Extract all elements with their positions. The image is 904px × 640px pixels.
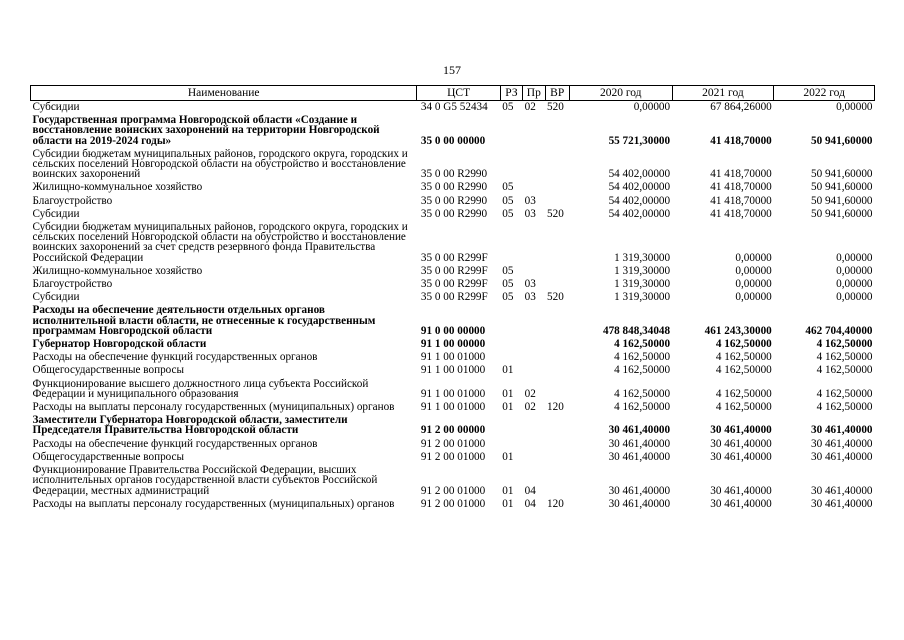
cell-2021: 0,00000 — [735, 251, 772, 264]
cell-2022: 30 461,40000 — [810, 437, 873, 450]
cell-2022: 30 461,40000 — [810, 450, 873, 463]
cell-cst: 35 0 00 00000 — [420, 134, 486, 147]
cell-2020: 1 319,30000 — [614, 251, 671, 264]
cell-rz: 05 — [502, 278, 514, 291]
cell-2022: 0,00000 — [836, 251, 873, 264]
cell-name: Функционирование высшего должностного лица субъекта Российской Федерации и муниципального образования — [32, 377, 369, 400]
cell-cst: 35 0 00 R2990 — [420, 207, 488, 220]
cell-pr: 04 — [524, 497, 536, 510]
cell-2020: 30 461,40000 — [608, 437, 671, 450]
cell-pr — [523, 351, 545, 364]
cell-pr: 03 — [524, 207, 536, 220]
cell-2022: 4 162,50000 — [816, 338, 873, 351]
cell-cst: 35 0 00 R2990 — [420, 181, 488, 194]
cell-name: Благоустройство — [32, 278, 113, 291]
table-row — [31, 351, 875, 364]
table-row — [31, 195, 875, 208]
cell-2021: 41 418,70000 — [710, 207, 772, 220]
cell-pr: 02 — [524, 101, 536, 113]
cell-name: Расходы на выплаты персоналу государственных (муниципальных) органов — [32, 497, 395, 510]
cell-rz: 01 — [502, 364, 514, 377]
cell-cst: 35 0 00 R2990 — [420, 194, 488, 207]
table-row — [31, 148, 875, 182]
cell-2022: 4 162,50000 — [816, 364, 873, 377]
table-row — [31, 278, 875, 291]
table-row — [31, 401, 875, 414]
cell-cst: 91 1 00 00000 — [420, 338, 486, 351]
cell-rz: 05 — [502, 101, 514, 113]
cell-name: Благоустройство — [32, 194, 113, 207]
table-row — [31, 451, 875, 464]
cell-name: Субсидии бюджетам муниципальных районов, городского округа, городских и сельских поселений Новгородской области на обустройство и восстановление воинских захоронений — [32, 147, 408, 181]
cell-pr: 03 — [524, 278, 536, 291]
table-row — [31, 414, 875, 437]
cell-pr — [523, 221, 545, 265]
cell-cst: 35 0 00 R2990 — [420, 168, 488, 181]
cell-vr — [545, 148, 569, 182]
cell-2020: 4 162,50000 — [614, 387, 671, 400]
cell-2022: 4 162,50000 — [816, 401, 873, 414]
cell-rz — [500, 438, 522, 451]
cell-name: Общегосударственные вопросы — [32, 450, 185, 463]
cell-pr — [523, 148, 545, 182]
cell-name: Общегосударственные вопросы — [32, 364, 185, 377]
cell-2022: 0,00000 — [836, 264, 873, 277]
cell-2020: 4 162,50000 — [614, 338, 671, 351]
cell-pr: 04 — [524, 484, 536, 497]
cell-rz — [500, 148, 522, 182]
cell-2022: 30 461,40000 — [810, 424, 873, 437]
cell-pr — [523, 304, 545, 338]
cell-vr — [545, 265, 569, 278]
cell-cst: 91 2 00 01000 — [420, 484, 486, 497]
cell-name: Субсидии бюджетам муниципальных районов, городского округа, городских и сельских поселений Новгородской области на обустройство и восстановление воинских захоронений за счет средств резервного фонда Правительства Российской Федерации — [32, 221, 408, 264]
cell-2021: 41 418,70000 — [710, 134, 772, 147]
cell-rz: 05 — [502, 291, 514, 304]
cell-cst: 91 1 00 01000 — [420, 364, 486, 377]
cell-2021: 67 864,26000 — [710, 101, 772, 113]
cell-rz — [500, 304, 522, 338]
header-2020: 2020 год — [569, 86, 672, 101]
cell-2021: 30 461,40000 — [710, 497, 772, 510]
cell-pr — [523, 114, 545, 148]
cell-cst: 35 0 00 R299F — [420, 278, 488, 291]
table-row — [31, 208, 875, 221]
cell-cst: 34 0 G5 52434 — [420, 101, 488, 113]
cell-name: Губернатор Новгородской области — [32, 338, 207, 351]
cell-2021: 0,00000 — [735, 278, 772, 291]
cell-name: Субсидии — [32, 101, 80, 113]
cell-2021: 30 461,40000 — [710, 424, 772, 437]
cell-pr — [523, 364, 545, 377]
cell-name: Заместители Губернатора Новгородской области, заместители Председателя Правительства Новгородской области — [32, 414, 348, 437]
cell-2020: 478 848,34048 — [602, 324, 671, 337]
cell-cst: 35 0 00 R299F — [420, 291, 488, 304]
table-row — [31, 221, 875, 265]
cell-2020: 54 402,00000 — [608, 207, 671, 220]
cell-name: Расходы на обеспечение деятельности отдельных органов исполнительной власти области, не отнесенные к государственным программам Новгородской области — [32, 304, 376, 337]
cell-2021: 41 418,70000 — [710, 194, 772, 207]
header-2021: 2021 год — [672, 86, 774, 101]
cell-vr — [545, 364, 569, 377]
header-2022: 2022 год — [774, 86, 875, 101]
cell-rz — [500, 221, 522, 265]
table-header — [31, 86, 875, 101]
cell-vr — [545, 451, 569, 464]
cell-2021: 461 243,30000 — [704, 324, 772, 337]
cell-rz — [500, 114, 522, 148]
cell-cst: 91 1 00 01000 — [420, 401, 486, 414]
cell-vr — [545, 304, 569, 338]
table-row — [31, 438, 875, 451]
cell-2022: 0,00000 — [836, 291, 873, 304]
cell-2022: 462 704,40000 — [805, 324, 873, 337]
cell-2021: 41 418,70000 — [710, 181, 772, 194]
cell-cst: 91 2 00 01000 — [420, 450, 486, 463]
cell-cst: 91 2 00 01000 — [420, 437, 486, 450]
cell-name: Функционирование Правительства Российской Федерации, высших исполнительных органов государственной власти субъектов Российской Федерации, местных администраций — [32, 464, 378, 497]
cell-2022: 50 941,60000 — [810, 168, 873, 181]
cell-pr — [523, 338, 545, 351]
cell-pr — [523, 451, 545, 464]
cell-vr — [545, 195, 569, 208]
cell-cst: 35 0 00 R299F — [420, 251, 488, 264]
cell-vr: 520 — [547, 291, 564, 304]
cell-2020: 55 721,30000 — [608, 134, 671, 147]
cell-rz: 05 — [502, 264, 514, 277]
cell-rz: 01 — [502, 450, 514, 463]
cell-2022: 50 941,60000 — [810, 181, 873, 194]
cell-name: Государственная программа Новгородской области «Создание и восстановление воинских захоронений на территории Новгородской области на 2019-2024 годы» — [32, 114, 380, 147]
cell-pr: 03 — [524, 291, 536, 304]
cell-2021: 30 461,40000 — [710, 484, 772, 497]
cell-name: Расходы на выплаты персоналу государственных (муниципальных) органов — [32, 401, 395, 414]
cell-2020: 0,00000 — [633, 101, 671, 113]
cell-vr — [545, 221, 569, 265]
cell-rz — [500, 338, 522, 351]
budget-table — [30, 85, 875, 511]
cell-cst: 91 0 00 00000 — [420, 324, 486, 337]
cell-vr: 520 — [547, 101, 564, 113]
cell-2021: 4 162,50000 — [715, 351, 772, 364]
cell-2021: 4 162,50000 — [715, 401, 772, 414]
cell-vr — [545, 438, 569, 451]
cell-rz: 01 — [502, 401, 514, 414]
cell-2020: 54 402,00000 — [608, 181, 671, 194]
cell-2020: 1 319,30000 — [614, 291, 671, 304]
table-row — [31, 364, 875, 377]
table-row — [31, 304, 875, 338]
cell-cst: 35 0 00 R299F — [420, 264, 488, 277]
cell-2022: 50 941,60000 — [810, 194, 873, 207]
cell-cst: 91 2 00 00000 — [420, 424, 486, 437]
table-row — [31, 291, 875, 304]
cell-cst: 91 2 00 01000 — [420, 497, 486, 510]
cell-vr — [545, 338, 569, 351]
header-rz: РЗ — [500, 86, 522, 101]
cell-vr — [545, 181, 569, 194]
cell-rz: 01 — [502, 497, 514, 510]
cell-2021: 41 418,70000 — [710, 168, 772, 181]
cell-2020: 54 402,00000 — [608, 194, 671, 207]
table-body — [31, 101, 875, 511]
cell-2021: 4 162,50000 — [715, 338, 772, 351]
cell-vr: 120 — [547, 497, 564, 510]
cell-name: Жилищно-коммунальное хозяйство — [32, 181, 203, 194]
cell-pr — [523, 438, 545, 451]
cell-name: Субсидии — [32, 291, 80, 304]
cell-2020: 4 162,50000 — [614, 401, 671, 414]
cell-name: Расходы на обеспечение функций государственных органов — [32, 437, 318, 450]
header-name: Наименование — [31, 86, 417, 101]
cell-2022: 30 461,40000 — [810, 484, 873, 497]
cell-name: Жилищно-коммунальное хозяйство — [32, 264, 203, 277]
cell-pr: 02 — [524, 401, 536, 414]
table-row — [31, 338, 875, 351]
cell-2022: 0,00000 — [836, 101, 873, 113]
table-row — [31, 101, 875, 115]
cell-vr: 120 — [547, 401, 564, 414]
table-row — [31, 378, 875, 401]
cell-rz: 05 — [502, 181, 514, 194]
cell-vr — [545, 114, 569, 148]
cell-rz: 01 — [502, 484, 514, 497]
cell-vr: 520 — [547, 207, 564, 220]
cell-pr: 03 — [524, 194, 536, 207]
cell-rz — [500, 414, 522, 437]
cell-2022: 50 941,60000 — [810, 134, 873, 147]
cell-2022: 50 941,60000 — [810, 207, 873, 220]
table-row — [31, 265, 875, 278]
cell-2020: 1 319,30000 — [614, 264, 671, 277]
header-pr: Пр — [523, 86, 545, 101]
cell-cst: 91 1 00 01000 — [420, 351, 486, 364]
cell-2020: 1 319,30000 — [614, 278, 671, 291]
header-vr: ВР — [545, 86, 569, 101]
table-row — [31, 464, 875, 498]
cell-rz: 05 — [502, 194, 514, 207]
cell-2022: 4 162,50000 — [816, 351, 873, 364]
cell-2020: 54 402,00000 — [608, 168, 671, 181]
cell-vr — [545, 414, 569, 437]
cell-name: Субсидии — [32, 207, 80, 220]
cell-rz: 05 — [502, 207, 514, 220]
cell-pr — [523, 181, 545, 194]
cell-2020: 30 461,40000 — [608, 497, 671, 510]
cell-2020: 4 162,50000 — [614, 351, 671, 364]
cell-2021: 0,00000 — [735, 291, 772, 304]
cell-pr — [523, 414, 545, 437]
cell-pr — [523, 265, 545, 278]
page-number: 157 — [443, 63, 461, 77]
cell-2021: 4 162,50000 — [715, 387, 772, 400]
cell-2021: 30 461,40000 — [710, 437, 772, 450]
header-cst: ЦСТ — [417, 86, 500, 101]
cell-pr: 02 — [524, 387, 536, 400]
table-row — [31, 114, 875, 148]
cell-rz: 01 — [502, 387, 514, 400]
table-row — [31, 181, 875, 194]
table-row — [31, 498, 875, 511]
cell-vr — [545, 278, 569, 291]
cell-vr — [545, 464, 569, 498]
cell-2020: 30 461,40000 — [608, 450, 671, 463]
cell-2021: 0,00000 — [735, 264, 772, 277]
cell-vr — [545, 378, 569, 401]
cell-name: Расходы на обеспечение функций государственных органов — [32, 351, 318, 364]
cell-2020: 4 162,50000 — [614, 364, 671, 377]
cell-2020: 30 461,40000 — [608, 484, 671, 497]
cell-2020: 30 461,40000 — [608, 424, 671, 437]
cell-vr — [545, 351, 569, 364]
cell-2021: 30 461,40000 — [710, 450, 772, 463]
cell-2022: 4 162,50000 — [816, 387, 873, 400]
cell-cst: 91 1 00 01000 — [420, 387, 486, 400]
cell-2021: 4 162,50000 — [715, 364, 772, 377]
cell-2022: 30 461,40000 — [810, 497, 873, 510]
cell-rz — [500, 351, 522, 364]
cell-2022: 0,00000 — [836, 278, 873, 291]
